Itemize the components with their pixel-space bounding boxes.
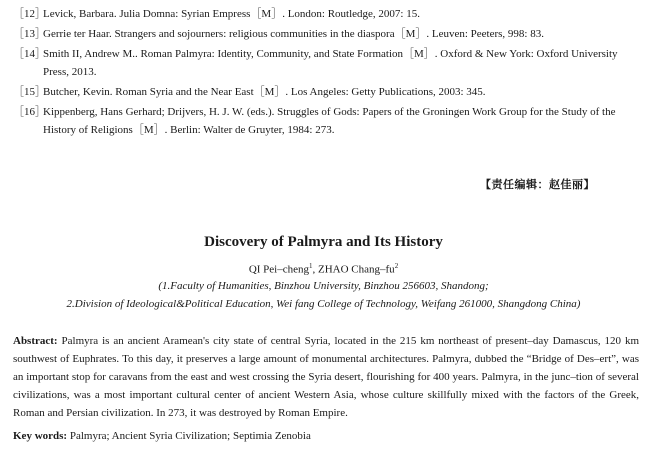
reference-number: ［13］ [13, 28, 46, 40]
editor-note: 【责任编辑：赵佳丽】 [480, 178, 595, 191]
keywords-text: Palmyra; Ancient Syria Civilization; Septimia Zenobia [69, 430, 311, 442]
reference-number: ［16］ [13, 106, 46, 118]
affiliation-line: 2.Division of Ideological&Political Education, Wei fang College of Technology, Weifang 261000, Shangdong China) [66, 298, 581, 310]
reference-item [13, 103, 639, 139]
keywords-line [13, 427, 639, 445]
affiliation-line: (1.Faculty of Humanities, Binzhou University, Binzhou 256603, Shandong; [158, 280, 489, 292]
reference-number: ［12］ [13, 8, 46, 20]
reference-number: ［15］ [13, 86, 46, 98]
reference-item [13, 25, 639, 43]
reference-text: Levick, Barbara. Julia Domna: Syrian Empress［M］. London: Routledge, 2007: 15. [43, 8, 420, 20]
reference-list [13, 5, 639, 141]
author-affiliation-mark: 1 [309, 262, 313, 270]
author-separator: , [312, 263, 318, 276]
reference-number: ［14］ [13, 48, 46, 60]
reference-item [13, 45, 639, 81]
keywords-label: Key words: [13, 430, 68, 442]
reference-text: Smith II, Andrew M.. Roman Palmyra: Identity, Community, and State Formation［M］. Oxford & New York: Oxford University Press, 2013. [43, 48, 618, 78]
author-name: QI Pei–cheng [248, 263, 309, 276]
reference-item [13, 83, 639, 101]
abstract-label: Abstract: [13, 335, 58, 347]
author-name: ZHAO Chang–fu [318, 263, 395, 276]
author-line [0, 262, 647, 276]
reference-text: Kippenberg, Hans Gerhard; Drijvers, H. J. W. (eds.). Struggles of Gods: Papers of the Groningen Work Group for the Study of the History of Religions［M］. Berlin: Walter de Gruyter, 1984: 273. [43, 106, 616, 136]
author-affiliation-mark: 2 [394, 262, 399, 270]
reference-text: Butcher, Kevin. Roman Syria and the Near East［M］. Los Angeles: Getty Publications, 2003: 345. [43, 86, 486, 98]
abstract-text: Palmyra is an ancient Aramean's city state of central Syria, located in the 215 km northeast of present–day Damascus, 120 km southwest of Euphrates. To this day, it preserves a large amount of monumental architectures. Palmyra, dubbed the “Bridge of Des–ert”, was an important stop for caravans from the east and west crossing the Syria desert, flourishing for 400 years. Palmyra, in the junc–tion of several civilizations, was a most important cultural center of ancient Western Asia, whose culture skillfully mixed with the factors of the Greek, Roman and Persian civilization. In 273, it was destroyed by Roman Empire. [13, 335, 640, 419]
paper-title: Discovery of Palmyra and Its History [204, 234, 443, 250]
abstract-paragraph [13, 332, 639, 422]
reference-text: Gerrie ter Haar. Strangers and sojourners: religious communities in the diaspora［M］. Leuven: Peeters, 998: 83. [43, 28, 544, 40]
reference-item [13, 5, 639, 23]
